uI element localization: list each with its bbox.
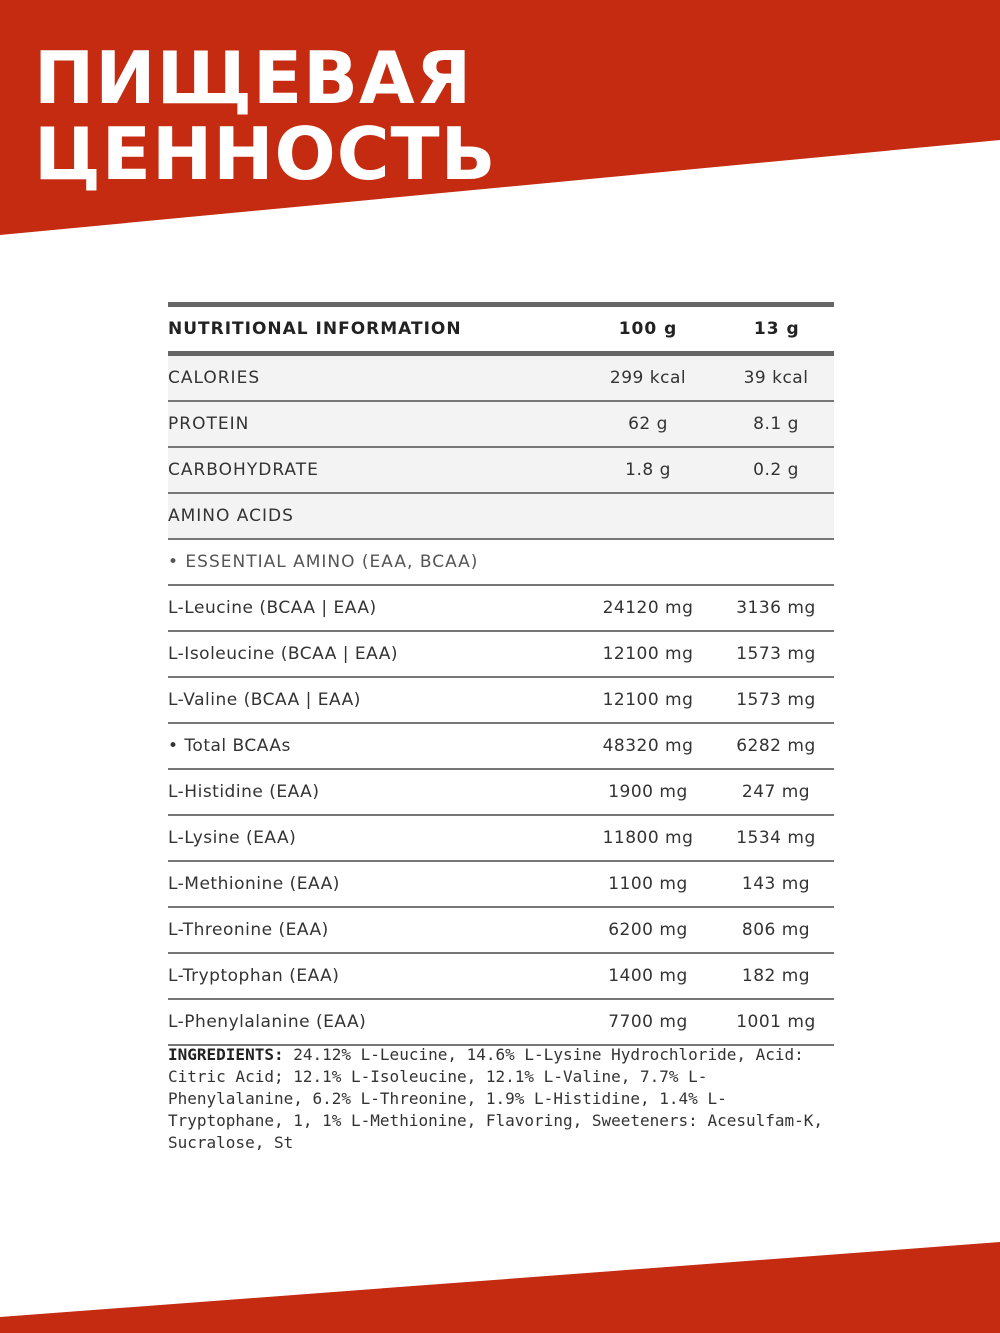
row-value-100g <box>578 539 718 585</box>
ingredients-text <box>168 1044 834 1154</box>
row-value-100g: 299 kcal <box>578 354 718 402</box>
table-row <box>168 354 834 402</box>
row-value-100g: 62 g <box>578 401 718 447</box>
row-label: L-Leucine (BCAA | EAA) <box>168 585 578 631</box>
table-row <box>168 769 834 815</box>
row-value-13g: 1573 mg <box>718 677 834 723</box>
ingredients-list: 24.12% L-Leucine, 14.6% L-Lysine Hydrochloride, Acid: Citric Acid; 12.1% L-Isoleucine, 12.1% L-Valine, 7.7% L-Phenylalanine, 6.2% L-Threonine, 1.9% L-Histidine, 1.4% L-Tryptophane, 1, 1% L-Methionine, Flavoring, Sweeteners: Acesulfam-K, Sucralose, St <box>168 1045 824 1152</box>
row-value-100g: 11800 mg <box>578 815 718 861</box>
table-row <box>168 539 834 585</box>
nutrition-table-body <box>168 354 834 1046</box>
table-row <box>168 493 834 539</box>
row-value-13g <box>718 539 834 585</box>
row-value-100g: 1900 mg <box>578 769 718 815</box>
row-value-100g: 1.8 g <box>578 447 718 493</box>
row-label: L-Isoleucine (BCAA | EAA) <box>168 631 578 677</box>
table-row <box>168 907 834 953</box>
row-value-100g: 48320 mg <box>578 723 718 769</box>
row-value-13g: 247 mg <box>718 769 834 815</box>
bottom-red-shape <box>0 1242 1000 1333</box>
header-13g: 13 g <box>718 305 834 354</box>
row-value-13g: 39 kcal <box>718 354 834 402</box>
row-value-13g: 806 mg <box>718 907 834 953</box>
row-value-13g: 0.2 g <box>718 447 834 493</box>
row-label: L-Tryptophan (EAA) <box>168 953 578 999</box>
header-100g: 100 g <box>578 305 718 354</box>
nutrition-table <box>168 302 834 1046</box>
table-row <box>168 953 834 999</box>
row-value-13g: 143 mg <box>718 861 834 907</box>
row-label: L-Phenylalanine (EAA) <box>168 999 578 1045</box>
row-value-100g: 7700 mg <box>578 999 718 1045</box>
row-value-100g: 6200 mg <box>578 907 718 953</box>
ingredients-label: INGREDIENTS: <box>168 1045 284 1064</box>
row-value-100g: 24120 mg <box>578 585 718 631</box>
page-title-line-2: ЦЕННОСТЬ <box>34 112 497 196</box>
table-row <box>168 999 834 1045</box>
row-label: • ESSENTIAL AMINO (EAA, BCAA) <box>168 539 578 585</box>
row-label: AMINO ACIDS <box>168 493 578 539</box>
row-value-100g <box>578 493 718 539</box>
nutrition-table-container <box>168 302 834 1046</box>
row-value-13g: 182 mg <box>718 953 834 999</box>
row-label: • Total BCAAs <box>168 723 578 769</box>
row-label: L-Valine (BCAA | EAA) <box>168 677 578 723</box>
bottom-red-banner <box>0 1240 1000 1333</box>
row-label: CALORIES <box>168 354 578 402</box>
table-row <box>168 631 834 677</box>
table-row <box>168 585 834 631</box>
row-value-13g: 1001 mg <box>718 999 834 1045</box>
row-label: L-Methionine (EAA) <box>168 861 578 907</box>
table-row <box>168 861 834 907</box>
row-label: L-Histidine (EAA) <box>168 769 578 815</box>
header-nutritional-information: NUTRITIONAL INFORMATION <box>168 305 578 354</box>
row-label: L-Threonine (EAA) <box>168 907 578 953</box>
page-title-line-1: ПИЩЕВАЯ <box>34 36 473 120</box>
row-value-13g: 8.1 g <box>718 401 834 447</box>
table-row <box>168 677 834 723</box>
table-row <box>168 401 834 447</box>
header-row <box>168 305 834 354</box>
row-value-100g: 1100 mg <box>578 861 718 907</box>
row-value-13g: 6282 mg <box>718 723 834 769</box>
row-value-13g <box>718 493 834 539</box>
row-value-100g: 1400 mg <box>578 953 718 999</box>
row-label: PROTEIN <box>168 401 578 447</box>
nutrition-table-header <box>168 305 834 354</box>
page-title <box>34 36 497 196</box>
row-value-100g: 12100 mg <box>578 631 718 677</box>
table-row <box>168 815 834 861</box>
row-label: L-Lysine (EAA) <box>168 815 578 861</box>
row-value-13g: 3136 mg <box>718 585 834 631</box>
table-row <box>168 447 834 493</box>
table-row <box>168 723 834 769</box>
row-value-13g: 1573 mg <box>718 631 834 677</box>
row-value-100g: 12100 mg <box>578 677 718 723</box>
row-value-13g: 1534 mg <box>718 815 834 861</box>
row-label: CARBOHYDRATE <box>168 447 578 493</box>
